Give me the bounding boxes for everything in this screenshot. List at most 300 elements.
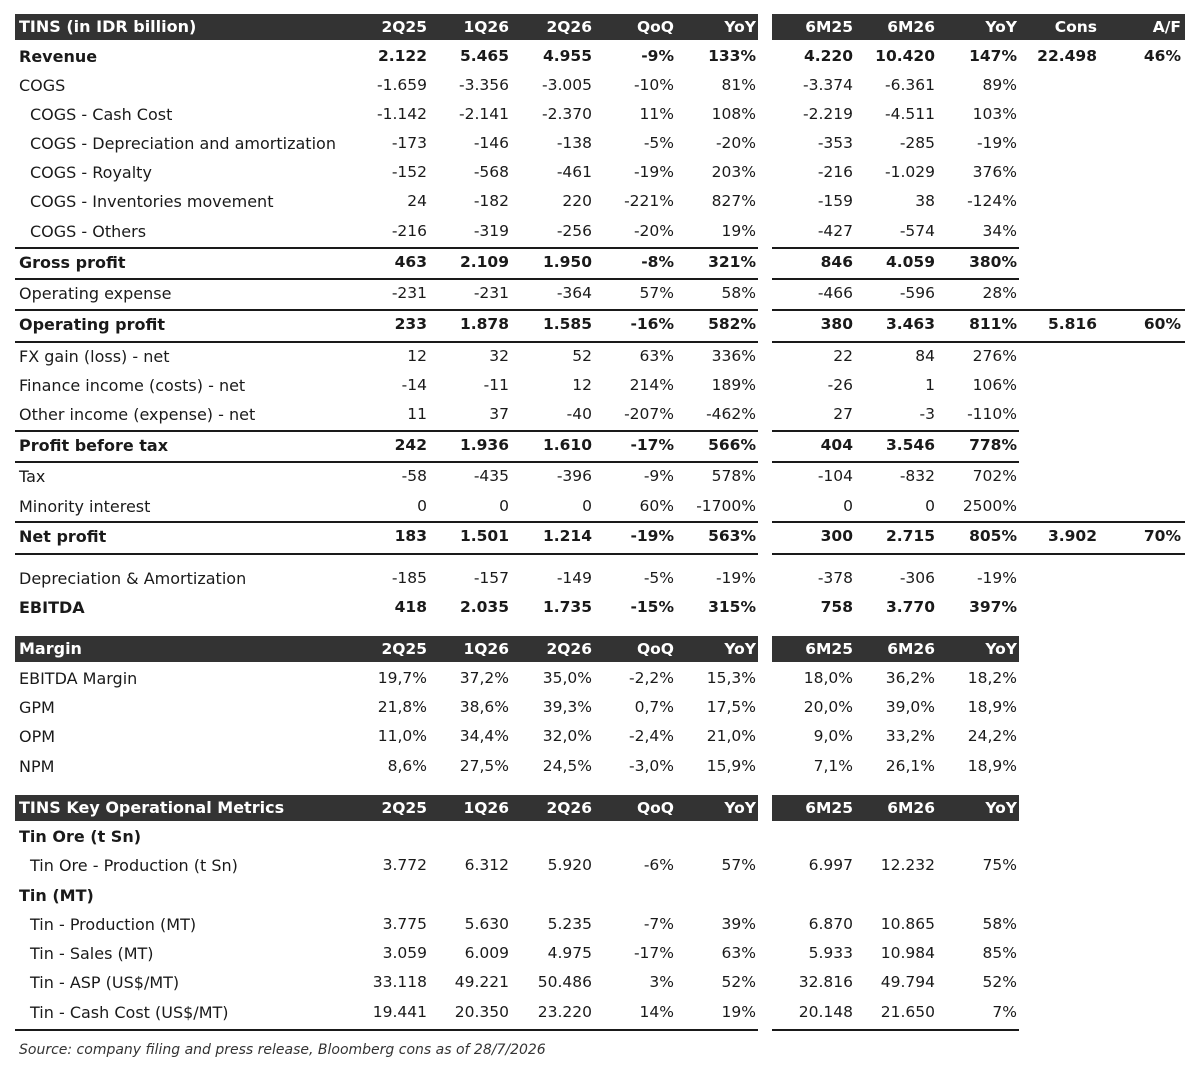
margin-row-label: NPM <box>19 757 55 776</box>
operational-row-value-4: -17% <box>633 944 674 962</box>
financials-row-value-1: -216 <box>391 222 427 240</box>
financials-row-value-1: -58 <box>401 467 427 485</box>
financials-row-label: FX gain (loss) - net <box>19 347 170 366</box>
operational-row-value-2: 49.221 <box>454 973 509 991</box>
financials-row-value-3: 1.585 <box>542 315 592 333</box>
margin-row-value-2: 38,6% <box>459 698 509 716</box>
operational-row-value-1: 3.772 <box>382 856 427 874</box>
financials-row-value-10 <box>1101 342 1181 371</box>
financials-row-label: Gross profit <box>19 253 126 272</box>
financials-row-value-2: -157 <box>473 569 509 587</box>
source-note: Source: company filing and press release, Bloomberg cons as of 28/7/2026 <box>19 1042 546 1058</box>
financials-row-value-3: 0 <box>582 497 592 515</box>
table-rule <box>1019 521 1185 523</box>
operational-row-value-4: 14% <box>639 1003 674 1021</box>
financials-row-value-2: 1.501 <box>459 527 509 545</box>
financials-row-value-4: -10% <box>633 76 674 94</box>
financials-row-value-5: 203% <box>711 163 756 181</box>
financials-row-value-10 <box>1101 217 1181 246</box>
financials-row-value-7: 0 <box>925 497 935 515</box>
financials-row-value-2: 1.878 <box>459 315 509 333</box>
financials-row-value-9 <box>1017 129 1097 158</box>
financials-row-value-6: 0 <box>843 497 853 515</box>
operational-row-value-4: -7% <box>643 915 674 933</box>
margin-row-value-2: 27,5% <box>459 757 509 775</box>
operational-row-value-1: 19.441 <box>372 1003 427 1021</box>
margin-row-value-8: 18,9% <box>967 698 1017 716</box>
financials-row-value-4: 63% <box>639 347 674 365</box>
operational-section <box>15 881 1185 910</box>
financials-row-value-6: 27 <box>833 405 853 423</box>
financials-row-value-1: 463 <box>394 253 427 271</box>
operational-row-value-3: 5.920 <box>547 856 592 874</box>
financials-row <box>15 217 1185 246</box>
operational-row-value-5: 57% <box>721 856 756 874</box>
financials-row-label: COGS - Royalty <box>30 163 152 182</box>
operational-row-label: Tin - Cash Cost (US$/MT) <box>30 1003 229 1022</box>
financials-row-value-3: -2.370 <box>542 105 592 123</box>
financials-row-value-8: 103% <box>972 105 1017 123</box>
financials-row-value-4: -20% <box>633 222 674 240</box>
financials-row-value-10 <box>1101 371 1181 400</box>
margin-row-value-7: 36,2% <box>885 669 935 687</box>
financials-row-value-6: -216 <box>817 163 853 181</box>
financials-row-value-5: 108% <box>711 105 756 123</box>
financials-row-value-5: 19% <box>721 222 756 240</box>
financials-row-value-3: 1.735 <box>542 598 592 616</box>
financials-header-cell-10: A/F <box>1152 18 1181 36</box>
financials-header-cell-7: 6M26 <box>887 18 935 36</box>
margin-row-value-6: 7,1% <box>813 757 853 775</box>
financials-header-cell-9: Cons <box>1054 18 1097 36</box>
operational-row-value-1: 3.059 <box>382 944 427 962</box>
financials-row-value-7: 38 <box>915 192 935 210</box>
financials-row-value-1: 0 <box>417 497 427 515</box>
financials-row-value-1: 418 <box>394 598 427 616</box>
table-rule <box>15 461 758 463</box>
operational-row-value-5: 52% <box>721 973 756 991</box>
margin-row <box>15 693 1185 722</box>
margin-row-value-2: 34,4% <box>459 727 509 745</box>
financials-row-label: Other income (expense) - net <box>19 405 256 424</box>
financials-row-value-9: 22.498 <box>1037 47 1097 65</box>
operational-row-label: Tin Ore - Production (t Sn) <box>30 856 238 875</box>
financials-row-value-3: 52 <box>572 347 592 365</box>
margin-row-value-4: -2,4% <box>629 727 674 745</box>
margin-row-value-5: 21,0% <box>706 727 756 745</box>
financials-row-value-3: 4.955 <box>542 47 592 65</box>
financials-row-value-9 <box>1017 279 1097 308</box>
table-rule <box>772 341 1019 343</box>
financials-row-value-10 <box>1101 400 1181 429</box>
table-rule <box>15 521 758 523</box>
financials-row-value-4: -19% <box>633 163 674 181</box>
financials-row-value-2: 2.035 <box>459 598 509 616</box>
financials-row-value-9 <box>1017 248 1097 277</box>
financials-row-value-6: 300 <box>820 527 853 545</box>
financials-row-value-6: -378 <box>817 569 853 587</box>
financials-row-value-8: 702% <box>972 467 1017 485</box>
table-rule <box>772 247 1019 249</box>
table-rule <box>15 430 758 432</box>
financials-row-value-7: -1.029 <box>885 163 935 181</box>
financials-row-value-7: -832 <box>899 467 935 485</box>
financials-row-value-3: 220 <box>562 192 592 210</box>
financials-row-value-2: -146 <box>473 134 509 152</box>
operational-row-value-5: 63% <box>721 944 756 962</box>
financials-row <box>15 431 1185 460</box>
financials-row <box>15 71 1185 100</box>
financials-row-value-7: -596 <box>899 284 935 302</box>
operational-header-cell-2: 1Q26 <box>463 799 509 817</box>
financials-row-value-1: -1.659 <box>377 76 427 94</box>
financials-row <box>15 248 1185 277</box>
table-rule <box>15 309 758 311</box>
operational-row <box>15 939 1185 968</box>
financials-row-value-5: 81% <box>721 76 756 94</box>
operational-row-value-4: 3% <box>649 973 674 991</box>
financials-row-value-10 <box>1101 492 1181 521</box>
financials-row-value-9 <box>1017 431 1097 460</box>
financials-row-value-2: -182 <box>473 192 509 210</box>
operational-row-value-7: 12.232 <box>880 856 935 874</box>
operational-row-value-7: 21.650 <box>880 1003 935 1021</box>
margin-row-value-4: 0,7% <box>634 698 674 716</box>
financials-row-value-2: -319 <box>473 222 509 240</box>
table-rule <box>15 247 758 249</box>
financials-header-cell-3: 2Q26 <box>546 18 592 36</box>
margin-row-label: OPM <box>19 727 56 746</box>
financials-row <box>15 564 1185 593</box>
financials-row <box>15 593 1185 622</box>
table-rule <box>1019 553 1185 555</box>
financials-row-value-4: -17% <box>630 436 674 454</box>
financials-row-value-6: -26 <box>827 376 853 394</box>
financials-row-value-4: -9% <box>641 47 674 65</box>
operational-row-value-5: 19% <box>721 1003 756 1021</box>
financials-row-value-3: -149 <box>556 569 592 587</box>
margin-row-value-6: 18,0% <box>803 669 853 687</box>
margin-row-value-2: 37,2% <box>459 669 509 687</box>
financials-row <box>15 129 1185 158</box>
margin-row-value-8: 24,2% <box>967 727 1017 745</box>
financials-row-value-8: 397% <box>969 598 1017 616</box>
operational-row-value-6: 5.933 <box>808 944 853 962</box>
financials-row-value-5: 321% <box>708 253 756 271</box>
financials-row-value-7: 3.546 <box>885 436 935 454</box>
financials-row-value-1: -14 <box>401 376 427 394</box>
financials-row-value-8: 28% <box>982 284 1017 302</box>
financials-row-label: Finance income (costs) - net <box>19 376 246 395</box>
financials-row-value-10 <box>1101 564 1181 593</box>
financials-row-value-2: -435 <box>473 467 509 485</box>
financials-row-value-6: -3.374 <box>803 76 853 94</box>
financials-row-value-10 <box>1101 129 1181 158</box>
financials-row-value-9 <box>1017 342 1097 371</box>
operational-header-cell-3: 2Q26 <box>546 799 592 817</box>
financials-row-value-10 <box>1101 100 1181 129</box>
margin-row-value-3: 39,3% <box>542 698 592 716</box>
margin-row-value-3: 24,5% <box>542 757 592 775</box>
financials-row-value-1: 12 <box>407 347 427 365</box>
financials-row-value-8: 778% <box>969 436 1017 454</box>
operational-header-cell-6: 6M25 <box>805 799 853 817</box>
financials-row <box>15 400 1185 429</box>
financials-row-value-7: 3.770 <box>885 598 935 616</box>
financials-row-value-6: -427 <box>817 222 853 240</box>
financials-row <box>15 371 1185 400</box>
operational-row-value-3: 23.220 <box>537 1003 592 1021</box>
margin-row-value-8: 18,2% <box>967 669 1017 687</box>
operational-row-label: Tin - Sales (MT) <box>30 944 154 963</box>
margin-row <box>15 664 1185 693</box>
operational-header-cell-4: QoQ <box>636 799 674 817</box>
financials-row-value-4: -221% <box>624 192 674 210</box>
operational-section <box>15 822 1185 851</box>
financials-row-value-8: 2500% <box>962 497 1017 515</box>
financials-row-value-9: 5.816 <box>1047 315 1097 333</box>
financials-row-value-3: -396 <box>556 467 592 485</box>
financials-row-value-2: 1.936 <box>459 436 509 454</box>
operational-row-value-7: 49.794 <box>880 973 935 991</box>
financials-row-value-2: 32 <box>489 347 509 365</box>
financials-row-label: COGS - Others <box>30 222 147 241</box>
financials-row-value-1: 233 <box>394 315 427 333</box>
margin-row <box>15 722 1185 751</box>
financials-row-value-9 <box>1017 564 1097 593</box>
operational-row-value-6: 6.997 <box>808 856 853 874</box>
operational-row <box>15 998 1185 1027</box>
financials-row-value-2: -3.356 <box>459 76 509 94</box>
financials-row-value-6: 846 <box>820 253 853 271</box>
financials-row-value-5: 827% <box>711 192 756 210</box>
financials-row-value-6: 758 <box>820 598 853 616</box>
financials-row-value-4: -9% <box>643 467 674 485</box>
margin-row-value-7: 33,2% <box>885 727 935 745</box>
financials-row <box>15 492 1185 521</box>
financials-row-label: COGS - Depreciation and amortization <box>30 134 336 153</box>
margin-row-value-7: 26,1% <box>885 757 935 775</box>
table-rule <box>15 1029 758 1031</box>
financials-row-value-3: 1.610 <box>542 436 592 454</box>
financials-row-label: Profit before tax <box>19 436 169 455</box>
table-rule <box>1019 309 1185 311</box>
operational-row-value-2: 6.009 <box>464 944 509 962</box>
financials-row-value-8: 276% <box>972 347 1017 365</box>
operational-row-value-2: 20.350 <box>454 1003 509 1021</box>
financials-row-value-1: -152 <box>391 163 427 181</box>
financials-row-value-3: -40 <box>566 405 592 423</box>
financials-row-value-9 <box>1017 593 1097 622</box>
financials-row-value-1: 183 <box>394 527 427 545</box>
financials-row-value-1: -185 <box>391 569 427 587</box>
financials-row-value-4: -8% <box>641 253 674 271</box>
margin-header-cell-3: 2Q26 <box>546 640 592 658</box>
financials-row-label: Operating profit <box>19 315 165 334</box>
financials-row-value-4: -5% <box>643 569 674 587</box>
financials-row-value-10 <box>1101 187 1181 216</box>
financials-row-value-9 <box>1017 462 1097 491</box>
financials-row-value-5: 563% <box>708 527 756 545</box>
table-rule <box>772 278 1019 280</box>
financials-row-value-3: 12 <box>572 376 592 394</box>
financials-row-value-8: 380% <box>969 253 1017 271</box>
financials-row-value-7: 10.420 <box>875 47 935 65</box>
operational-row-value-6: 20.148 <box>798 1003 853 1021</box>
financials-row-value-6: -2.219 <box>803 105 853 123</box>
financials-row <box>15 158 1185 187</box>
financials-row-value-3: -3.005 <box>542 76 592 94</box>
financials-header-cell-5: YoY <box>724 18 756 36</box>
operational-row-value-2: 5.630 <box>464 915 509 933</box>
financials-row-value-6: -159 <box>817 192 853 210</box>
financials-row-value-4: -16% <box>630 315 674 333</box>
operational-section-label: Tin (MT) <box>19 886 94 905</box>
operational-row-value-8: 85% <box>982 944 1017 962</box>
financials-row-label: Depreciation & Amortization <box>19 569 247 588</box>
financials-row-value-4: -207% <box>624 405 674 423</box>
margin-row <box>15 752 1185 781</box>
operational-row-value-8: 75% <box>982 856 1017 874</box>
table-rule <box>1019 341 1185 343</box>
table-rule <box>772 553 1019 555</box>
financials-row-label: Minority interest <box>19 497 151 516</box>
financials-row-value-8: 34% <box>982 222 1017 240</box>
financials-row-value-9 <box>1017 492 1097 521</box>
margin-row-value-3: 35,0% <box>542 669 592 687</box>
financials-row-value-8: 376% <box>972 163 1017 181</box>
financials-row-value-6: 380 <box>820 315 853 333</box>
financials-header-cell-4: QoQ <box>636 18 674 36</box>
financials-row-value-2: 5.465 <box>459 47 509 65</box>
financials-row-value-2: -231 <box>473 284 509 302</box>
financials-row-value-10: 70% <box>1143 527 1181 545</box>
financials-row-value-6: 4.220 <box>803 47 853 65</box>
financials-row-value-1: 2.122 <box>377 47 427 65</box>
margin-row-value-1: 21,8% <box>377 698 427 716</box>
operational-row-value-3: 50.486 <box>537 973 592 991</box>
margin-row-value-4: -3,0% <box>629 757 674 775</box>
financials-row-value-8: 805% <box>969 527 1017 545</box>
financials-header-cell-6: 6M25 <box>805 18 853 36</box>
financials-row-value-9 <box>1017 217 1097 246</box>
margin-row-value-1: 19,7% <box>377 669 427 687</box>
financials-row-value-8: 89% <box>982 76 1017 94</box>
financials-row-value-7: -306 <box>899 569 935 587</box>
financials-row-value-4: 60% <box>639 497 674 515</box>
financials-row-value-1: -231 <box>391 284 427 302</box>
margin-row-label: EBITDA Margin <box>19 669 138 688</box>
financials-row-value-10 <box>1101 71 1181 100</box>
table-rule <box>15 553 758 555</box>
financials-row-value-6: 404 <box>820 436 853 454</box>
operational-row <box>15 968 1185 997</box>
financials-row-value-7: 4.059 <box>885 253 935 271</box>
financials-row-value-5: 336% <box>711 347 756 365</box>
financials-row-value-10 <box>1101 462 1181 491</box>
margin-row-value-6: 9,0% <box>813 727 853 745</box>
operational-header-cell-8: YoY <box>985 799 1017 817</box>
financials-row-value-4: -19% <box>630 527 674 545</box>
margin-row-value-4: -2,2% <box>629 669 674 687</box>
operational-row-value-1: 33.118 <box>372 973 427 991</box>
operational-header-cell-1: 2Q25 <box>381 799 427 817</box>
financials-row <box>15 279 1185 308</box>
financials-row-value-10 <box>1101 279 1181 308</box>
financials-row-label: COGS - Inventories movement <box>30 192 274 211</box>
margin-row-value-5: 15,3% <box>706 669 756 687</box>
margin-row-value-6: 20,0% <box>803 698 853 716</box>
operational-header <box>15 795 1185 821</box>
operational-row-value-4: -6% <box>643 856 674 874</box>
financials-row <box>15 522 1185 551</box>
financials-row-value-5: 189% <box>711 376 756 394</box>
margin-header-cell-2: 1Q26 <box>463 640 509 658</box>
operational-row-value-8: 7% <box>992 1003 1017 1021</box>
financials-row-value-9 <box>1017 187 1097 216</box>
financials-row-value-8: -124% <box>967 192 1017 210</box>
operational-row-value-8: 52% <box>982 973 1017 991</box>
financials-row-value-3: -256 <box>556 222 592 240</box>
operational-row-value-6: 32.816 <box>798 973 853 991</box>
financials-row-label: Tax <box>19 467 46 486</box>
financials-row-value-7: -4.511 <box>885 105 935 123</box>
operational-row-value-2: 6.312 <box>464 856 509 874</box>
margin-header-cell-6: 6M25 <box>805 640 853 658</box>
financials-row-value-10 <box>1101 158 1181 187</box>
financials-row <box>15 187 1185 216</box>
financials-row-value-7: 2.715 <box>885 527 935 545</box>
financials-row-value-6: -353 <box>817 134 853 152</box>
financials-row-value-1: 11 <box>407 405 427 423</box>
margin-row-value-1: 8,6% <box>387 757 427 775</box>
table-rule <box>772 461 1019 463</box>
financials-row-value-3: -364 <box>556 284 592 302</box>
financials-row-value-2: -2.141 <box>459 105 509 123</box>
financials-row-value-5: 58% <box>721 284 756 302</box>
financials-header-cell-2: 1Q26 <box>463 18 509 36</box>
financials-row-value-5: -1700% <box>696 497 756 515</box>
financials-row-value-7: -285 <box>899 134 935 152</box>
financials-row-value-10: 60% <box>1143 315 1181 333</box>
margin-header-cell-0: Margin <box>19 639 82 658</box>
financials-row-value-4: -5% <box>643 134 674 152</box>
margin-row-value-5: 15,9% <box>706 757 756 775</box>
financials-row-value-10 <box>1101 431 1181 460</box>
margin-row-value-8: 18,9% <box>967 757 1017 775</box>
financials-row-value-7: -574 <box>899 222 935 240</box>
financials-row-value-3: 1.214 <box>542 527 592 545</box>
financials-row-value-7: 84 <box>915 347 935 365</box>
operational-row-value-3: 4.975 <box>547 944 592 962</box>
margin-row-label: GPM <box>19 698 55 717</box>
operational-header-cell-5: YoY <box>724 799 756 817</box>
financials-row-value-8: -19% <box>976 134 1017 152</box>
operational-section-label: Tin Ore (t Sn) <box>19 827 142 846</box>
financials-row-label: EBITDA <box>19 598 85 617</box>
financials-row-label: Revenue <box>19 47 98 66</box>
financials-row-value-5: -462% <box>706 405 756 423</box>
table-rule <box>772 1029 1019 1031</box>
financials-row-value-3: -138 <box>556 134 592 152</box>
financials-row-value-2: -568 <box>473 163 509 181</box>
operational-row-value-7: 10.865 <box>880 915 935 933</box>
financials-row-value-1: 242 <box>394 436 427 454</box>
financials-row-value-7: 3.463 <box>885 315 935 333</box>
financials-header-cell-8: YoY <box>985 18 1017 36</box>
operational-header-cell-0: TINS Key Operational Metrics <box>19 798 285 817</box>
margin-row-value-7: 39,0% <box>885 698 935 716</box>
